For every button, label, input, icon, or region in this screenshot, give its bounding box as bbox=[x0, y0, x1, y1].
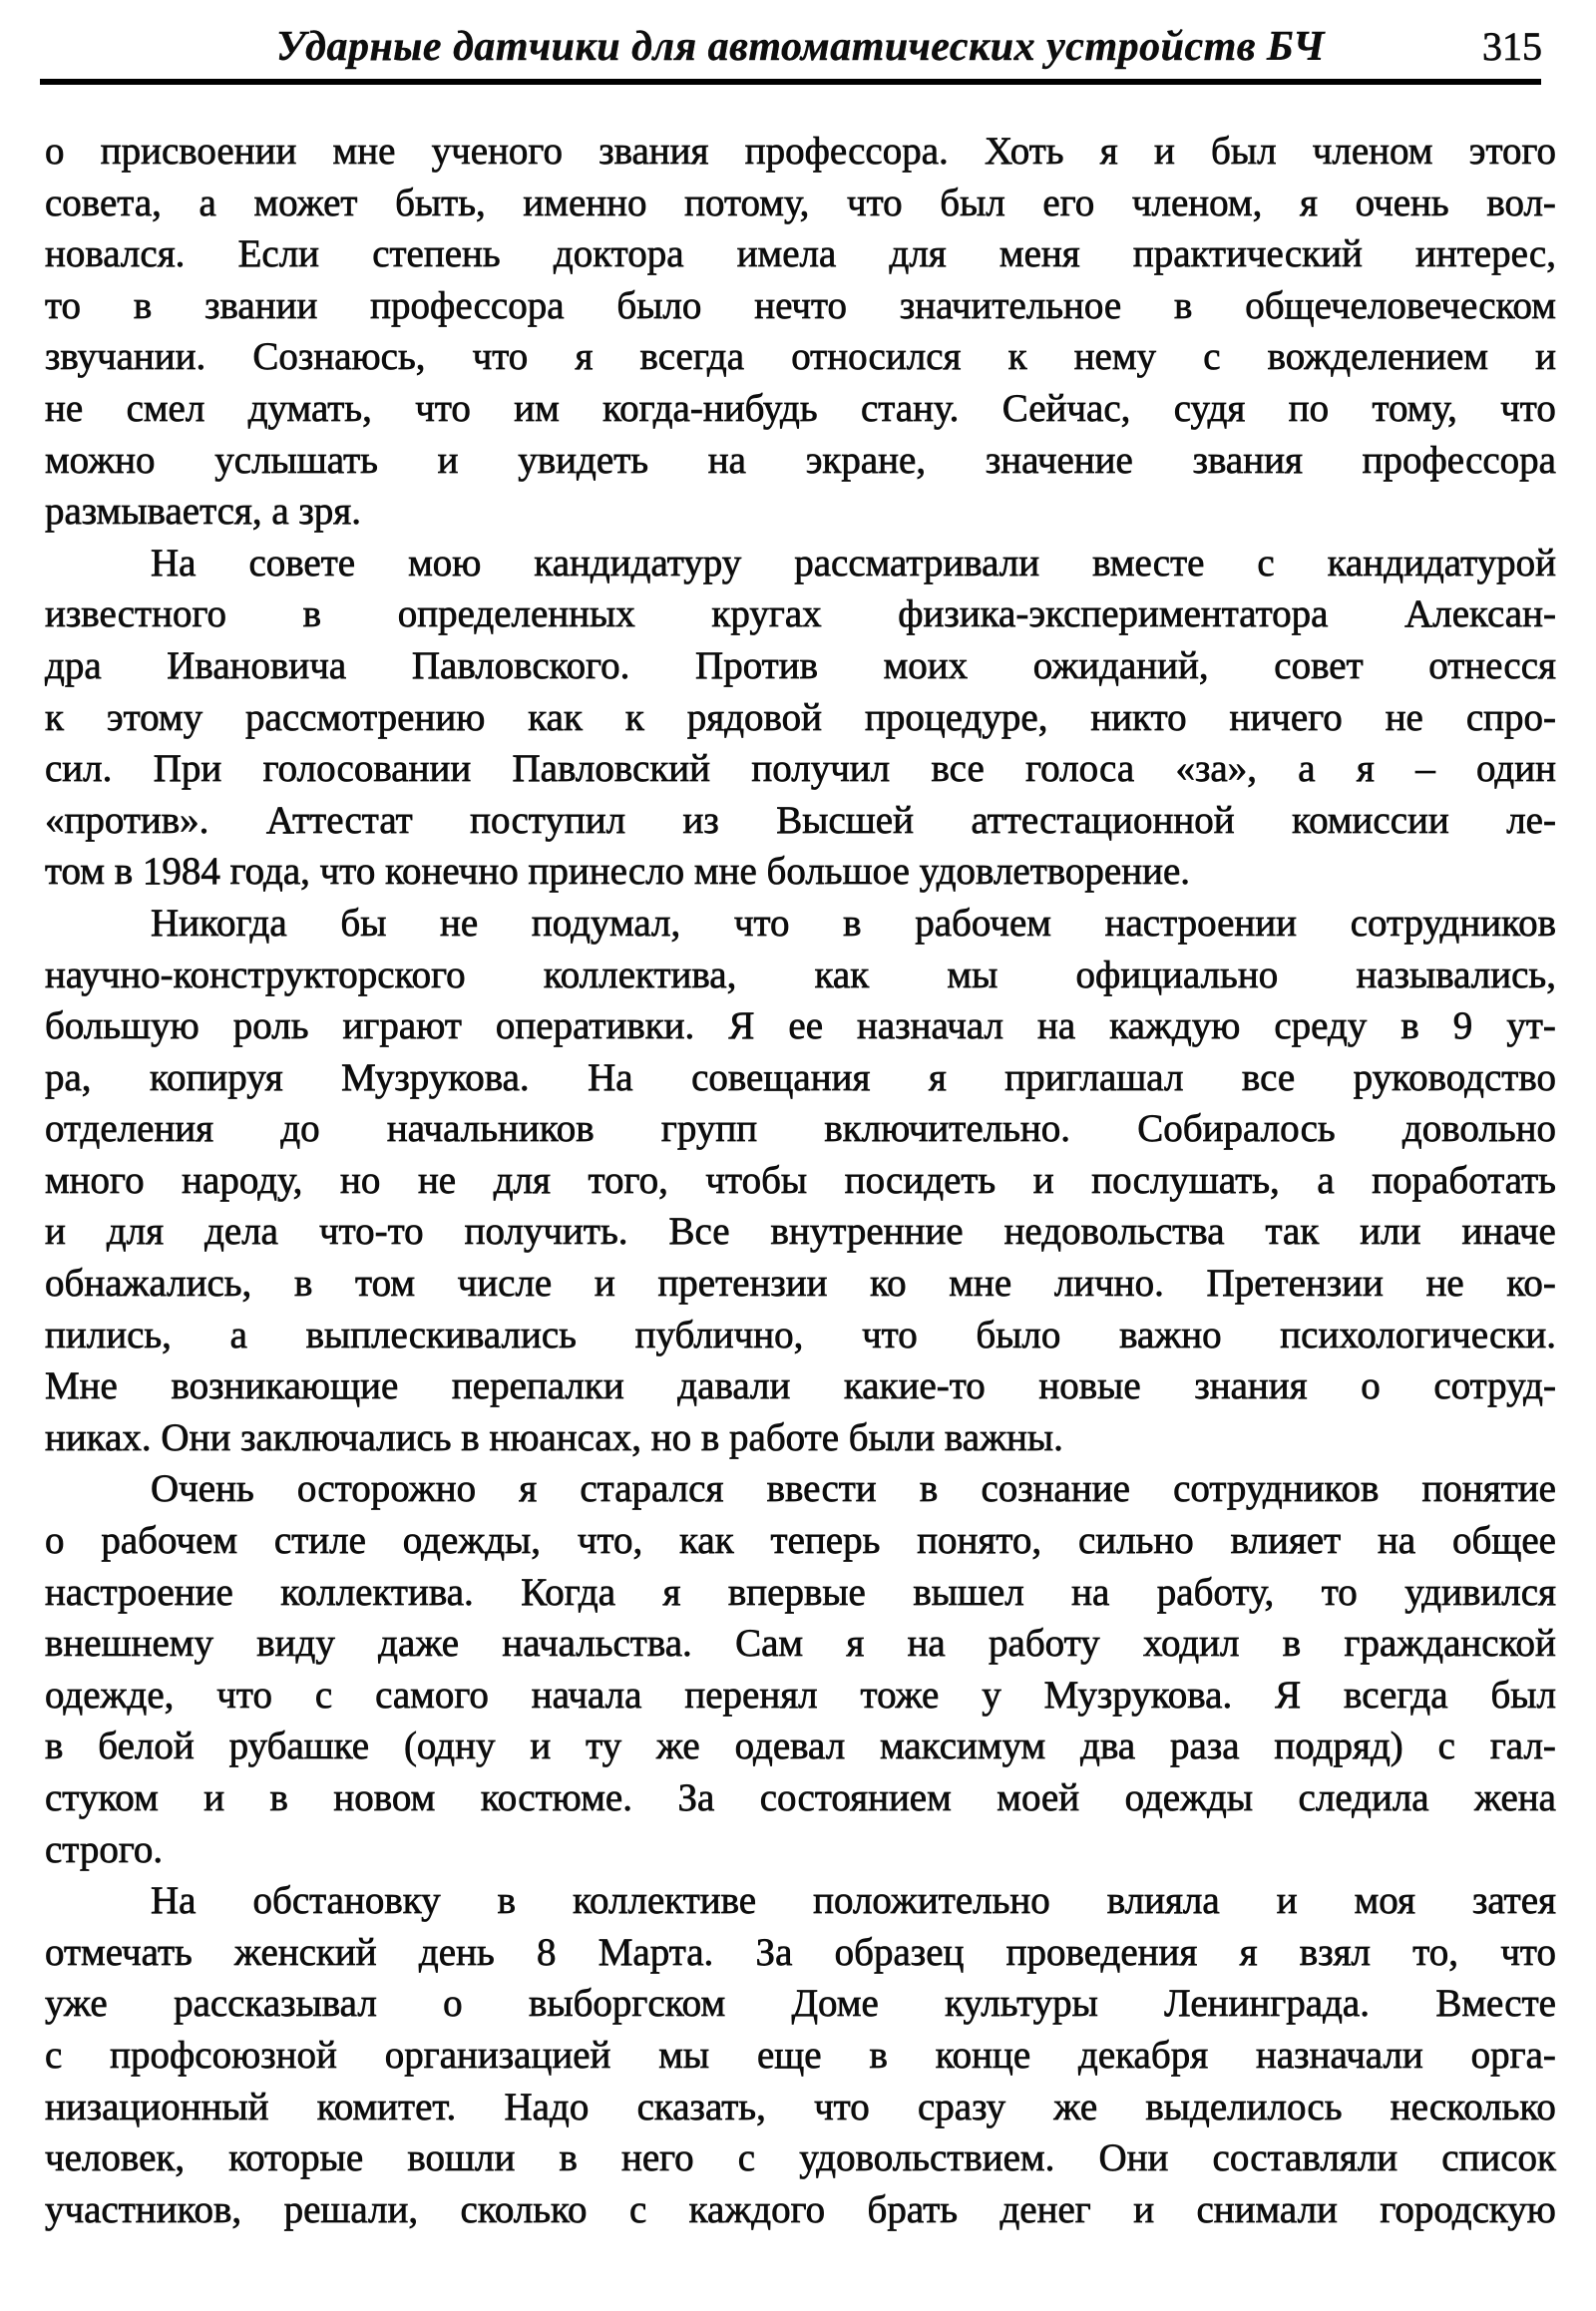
text-line: низационный комитет. Надо сказать, что сразу же выделилось несколько bbox=[45, 2085, 1556, 2128]
text-line: одежде, что с самого начала перенял тоже у Музрукова. Я всегда был bbox=[45, 1673, 1556, 1717]
text-line: «против». Аттестат поступил из Высшей аттестационной комиссии ле- bbox=[45, 798, 1556, 842]
text-line: пились, а выплескивались публично, что было важно психологически. bbox=[45, 1313, 1556, 1356]
header-divider bbox=[40, 79, 1541, 85]
text-line: настроение коллектива. Когда я впервые вышел на работу, то удивился bbox=[45, 1570, 1556, 1614]
text-line: никах. Они заключались в нюансах, но в работе были важны. bbox=[45, 1415, 1063, 1459]
text-line: На совете мою кандидатуру рассматривали вместе с кандидатурой bbox=[151, 541, 1556, 584]
text-line: не смел думать, что им когда-нибудь стану. Сейчас, судя по тому, что bbox=[45, 386, 1556, 430]
text-line: большую роль играют оперативки. Я ее назначал на каждую среду в 9 ут- bbox=[45, 1004, 1556, 1048]
text-line: На обстановку в коллективе положительно влияла и моя затея bbox=[151, 1879, 1556, 1923]
text-line: строго. bbox=[45, 1827, 164, 1871]
text-line: отделения до начальников групп включительно. Собиралось довольно bbox=[45, 1107, 1556, 1151]
text-line: Никогда бы не подумал, что в рабочем настроении сотрудников bbox=[151, 901, 1556, 945]
text-line: стуком и в новом костюме. За состоянием моей одежды следила жена bbox=[45, 1776, 1556, 1819]
paragraph bbox=[45, 898, 1556, 1464]
text-line: научно-конструкторского коллектива, как мы официально назывались, bbox=[45, 953, 1556, 996]
text-line: Мне возникающие перепалки давали какие-то новые знания о сотруд- bbox=[45, 1364, 1556, 1408]
text-line: в белой рубашке (одну и ту же одевал максимум два раза подряд) с гал- bbox=[45, 1725, 1556, 1768]
text-line: дра Ивановича Павловского. Против моих ожиданий, совет отнесся bbox=[45, 643, 1556, 687]
text-line: новался. Если степень доктора имела для меня практический интерес, bbox=[45, 232, 1556, 276]
paragraph bbox=[45, 126, 1556, 538]
text-line: с профсоюзной организацией мы еще в конце декабря назначали орга- bbox=[45, 2033, 1556, 2077]
text-line: отмечать женский день 8 Марта. За образец проведения я взял то, что bbox=[45, 1930, 1556, 1974]
text-line: и для дела что-то получить. Все внутренние недовольства так или иначе bbox=[45, 1210, 1556, 1254]
text-line: уже рассказывал о выборгском Доме культуры Ленинграда. Вместе bbox=[45, 1982, 1556, 2026]
text-line: внешнему виду даже начальства. Сам я на работу ходил в гражданской bbox=[45, 1622, 1556, 1666]
text-line: участников, решали, сколько с каждого брать денег и снимали городскую bbox=[45, 2187, 1556, 2231]
running-head-title: Ударные датчики для автоматических устройств БЧ bbox=[275, 24, 1326, 70]
text-line: много народу, но не для того, чтобы посидеть и послушать, а поработать bbox=[45, 1158, 1556, 1202]
paragraph bbox=[45, 538, 1556, 898]
text-line: том в 1984 года, что конечно принесло мне большое удовлетворение. bbox=[45, 850, 1191, 894]
text-line: человек, которые вошли в него с удовольствием. Они составляли список bbox=[45, 2136, 1556, 2180]
text-line: сил. При голосовании Павловский получил все голоса «за», а я – один bbox=[45, 747, 1556, 791]
page-number: 315 bbox=[1482, 24, 1542, 69]
text-line: о присвоении мне ученого звания профессора. Хоть я и был членом этого bbox=[45, 130, 1556, 173]
body-text bbox=[45, 126, 1556, 2235]
text-line: о рабочем стиле одежды, что, как теперь понято, сильно влияет на общее bbox=[45, 1519, 1556, 1563]
text-line: известного в определенных кругах физика-экспериментатора Алексан- bbox=[45, 592, 1556, 636]
text-line: то в звании профессора было нечто значительное в общечеловеческом bbox=[45, 283, 1556, 327]
text-line: совета, а может быть, именно потому, что был его членом, я очень вол- bbox=[45, 181, 1556, 224]
text-line: к этому рассмотрению как к рядовой процедуре, никто ничего не спро- bbox=[45, 695, 1556, 739]
paragraph bbox=[45, 1875, 1556, 2235]
text-line: Очень осторожно я старался ввести в сознание сотрудников понятие bbox=[151, 1467, 1556, 1511]
text-line: звучании. Сознаюсь, что я всегда относился к нему с вожделением и bbox=[45, 335, 1556, 379]
paragraph bbox=[45, 1463, 1556, 1875]
text-line: можно услышать и увидеть на экране, значение звания профессора bbox=[45, 438, 1556, 482]
text-line: ра, копируя Музрукова. На совещания я приглашал все руководство bbox=[45, 1055, 1556, 1099]
running-head bbox=[45, 18, 1556, 76]
text-line: обнажались, в том числе и претензии ко мне лично. Претензии не ко- bbox=[45, 1262, 1556, 1306]
text-line: размывается, а зря. bbox=[45, 490, 361, 534]
